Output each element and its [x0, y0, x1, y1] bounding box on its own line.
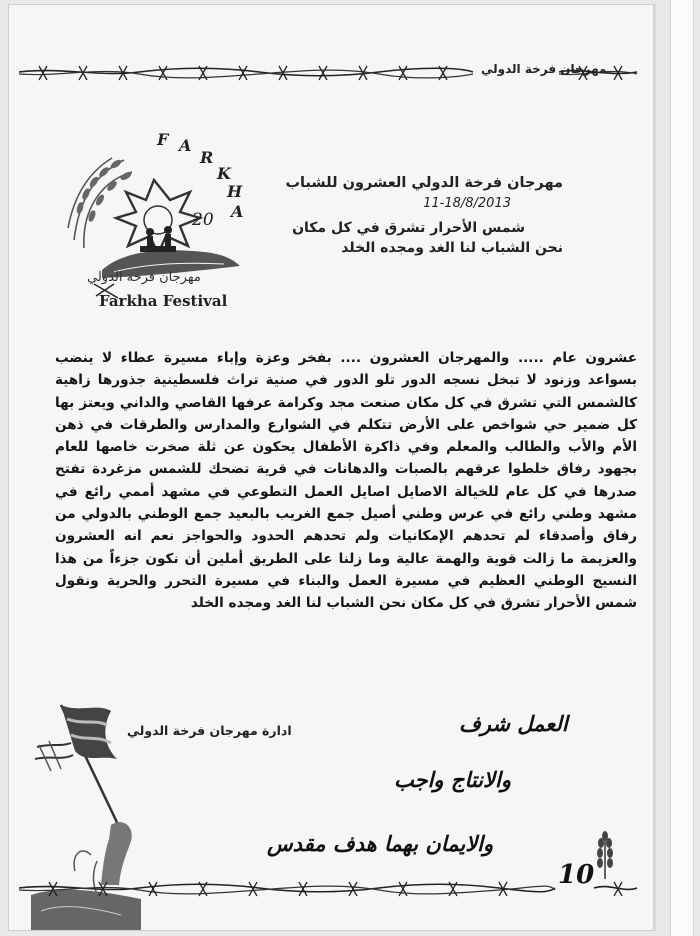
title-block — [233, 175, 563, 260]
page-edge — [670, 0, 694, 936]
slogan-line-1: شمس الأحرار تشرق في كل مكان — [292, 220, 525, 236]
body-paragraph: عشرون عام ..... والمهرجان العشرون .... بفخر وعزة وإباء مسيرة عطاء لا ينضب بسواعد وزنود لا تبخل نسجه الدور تلو الدور في صنية تراث فلسطينية جذورها زاهية كالشمس التي تشرق في كل مكان صنعت مجد وكرامة عرفها القاصي والداني ويعتز بها كل ضمير حي شواخص على الأرض تتكلم في الشوارع والمدارس والطرقات في ذهن الأم والأب والطالب والمعلم وفي ذاكرة الأطفال يحكون عن ثلة صخرت خاصها للعام بجهود رفاق خلطوا عرقهم بالصبات والدهانات في قرية تضحك للشمس مزغردة تفتح صدرها في كل عام للخيالة الاصايل اصايل العمل التطوعي في مشهد أممي رائع في مشهد وطني رائع في عرس وطني أصيل جمع الغريب بالبعيد جمع الوطني بالدولي من رفاق وأصدقاء لم تحدهم الإمكانيات ولم تحدهم الحدود والحواجز نعم انه العشرون والعزيمة ما زالت قوية والهمة عالية وما زلنا على الطريق أملين أن نكون جزءاً من هذا النسيج الوطني العظيم في مسيرة العمل والبناء في مسيرة التحرر والحرية ونقول شمس الأحرار تشرق في كل مكان نحن الشباب لنا الغد ومجده الخلد — [55, 350, 637, 612]
logo-letter-h: H — [227, 182, 243, 201]
festival-dates: 11-18/8/2013 — [423, 196, 511, 211]
barbed-wire-bottom-icon — [19, 877, 639, 899]
document-page — [8, 4, 654, 931]
closing-slogan-2: والانتاج واجب — [394, 767, 511, 792]
logo-number: 20 — [192, 210, 214, 230]
page-number: 10 — [558, 860, 595, 890]
logo-letter-f: F — [157, 130, 169, 149]
logo-arabic-name: مهرجان فرخة الدولي — [87, 270, 201, 285]
closing-slogan-1: العمل شرف — [459, 711, 568, 736]
admin-signature: ادارة مهرجان فرخة الدولي — [127, 723, 292, 738]
logo-english-name: Farkha Festival — [99, 292, 228, 310]
logo-letter-r: R — [200, 148, 214, 167]
closing-slogan-3: والايمان بهما هدف مقدس — [267, 831, 494, 856]
logo-letter-a2: A — [231, 202, 244, 221]
festival-title: مهرجان فرخة الدولي العشرون للشباب — [285, 175, 563, 191]
logo-letter-a: A — [179, 136, 192, 155]
slogan-line-2: نحن الشباب لنا الغد ومجده الخلد — [341, 240, 563, 256]
logo-letter-k: K — [217, 164, 231, 183]
header-title: مهرجان فرخة الدولي — [481, 62, 607, 76]
wheat-ear-icon — [592, 831, 618, 881]
